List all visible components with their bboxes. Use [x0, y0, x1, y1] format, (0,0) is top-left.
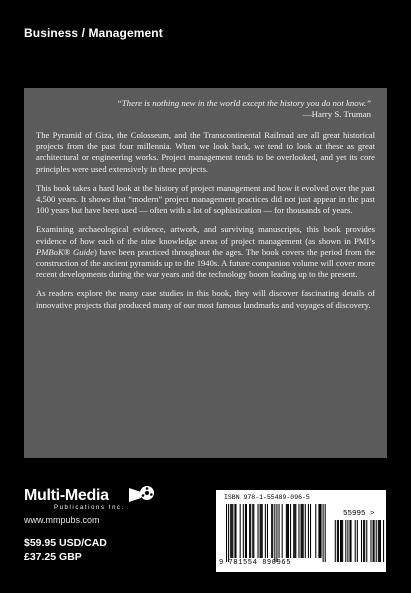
film-reel-icon — [127, 484, 157, 506]
category-label: Business / Management — [24, 26, 163, 40]
addon-bar — [335, 520, 336, 562]
barcode-bar — [246, 504, 247, 558]
addon-bar — [361, 520, 362, 562]
barcode-bar — [323, 504, 324, 562]
barcode-bar — [262, 504, 263, 558]
price-gbp: £37.25 GBP — [24, 551, 82, 563]
epigraph-attribution: —Harry S. Truman — [302, 109, 371, 119]
barcode-bar — [243, 504, 244, 558]
barcode-bar — [252, 504, 253, 558]
barcode-bar — [315, 504, 316, 558]
paragraph-1: The Pyramid of Giza, the Colosseum, and the Transcontinental Railroad are all great historical projects from the past four millennia. When we look back, we tend to look at these as great architectural or engineering works. Project management tends to be overlooked, and yet its core principles were used extensively in these projects. — [36, 130, 375, 174]
barcode-bar — [298, 504, 299, 558]
publisher-subtitle: Publications Inc. — [54, 505, 125, 511]
barcode-digits: 9 781554 890965 — [219, 559, 292, 567]
barcode-bar — [274, 504, 275, 562]
addon-bar — [373, 520, 374, 562]
barcode-bar — [286, 504, 287, 558]
barcode-bar — [288, 504, 289, 558]
addon-bar — [379, 520, 380, 562]
addon-bar — [363, 520, 364, 562]
price-usd-cad: $59.95 USD/CAD — [24, 537, 107, 549]
barcode-bar — [226, 504, 227, 562]
pmbok-guide-title: PMBoK® Guide — [36, 246, 94, 257]
addon-bar — [342, 520, 343, 562]
barcode-bar — [232, 504, 233, 558]
barcode-bar — [228, 504, 229, 562]
publisher-url: www.mmpubs.com — [24, 515, 100, 525]
addon-bar — [347, 520, 348, 562]
addon-bar — [374, 520, 375, 562]
barcode-bar — [310, 504, 311, 558]
addon-bar — [338, 520, 339, 562]
barcode-bar — [321, 504, 322, 558]
addon-bar — [370, 520, 371, 562]
barcode-bar — [245, 504, 246, 558]
isbn-barcode — [216, 490, 386, 572]
barcode-bar — [261, 504, 262, 558]
paragraph-3-part-b: ) have been practiced throughout the ages. The book covers the period from the construction of the ancient pyramids up to the 1940s. A future companion volume will cover more recent developments during the war years and the technology boom leading up to the present. — [36, 246, 375, 280]
description-panel — [24, 88, 387, 458]
barcode-bar — [308, 504, 309, 558]
barcode-bar — [253, 504, 254, 558]
addon-bar — [345, 520, 346, 562]
barcode-bar — [287, 504, 288, 558]
barcode-bar — [231, 504, 232, 558]
barcode-bar — [293, 504, 294, 558]
barcode-bar — [294, 504, 295, 558]
addon-bar — [340, 520, 341, 562]
barcode-bar — [235, 504, 236, 558]
barcode-bar — [250, 504, 251, 558]
price-addon-label: 55995 > — [343, 510, 375, 518]
barcode-bar — [267, 504, 268, 558]
addon-bar — [366, 520, 367, 562]
addon-bar — [337, 520, 338, 562]
barcode-bar — [279, 504, 280, 558]
barcode-bar — [318, 504, 319, 558]
addon-bar — [383, 520, 384, 562]
barcode-bar — [258, 504, 259, 558]
epigraph-quote: “There is nothing new in the world except the history you do not know.” — [116, 98, 371, 108]
barcode-bar — [282, 504, 283, 558]
paragraph-3-part-a: Examining archaeological evidence, artwork, and surviving manuscripts, this book provides evidence of how each of the nine knowledge areas of project management (as shown in PMI’s — [36, 224, 375, 246]
barcode-bar — [230, 504, 231, 558]
barcode-bar — [276, 504, 277, 562]
addon-bar — [341, 520, 342, 562]
barcode-bar — [272, 504, 273, 558]
addon-bar — [380, 520, 381, 562]
barcode-bar — [301, 504, 302, 558]
barcode-bar — [249, 504, 250, 558]
publisher-logo — [24, 488, 157, 512]
addon-bar — [355, 520, 356, 562]
barcode-bar — [234, 504, 235, 558]
barcode-bar — [305, 504, 306, 558]
addon-bar — [351, 520, 352, 562]
barcode-bar — [295, 504, 296, 558]
barcode-bar — [290, 504, 291, 558]
publisher-name: Multi-Media — [24, 487, 109, 504]
barcode-bar — [303, 504, 304, 558]
addon-bar — [357, 520, 358, 562]
paragraph-2: This book takes a hard look at the history of project management and how it evolved over the past 4,500 years. It shows that “modern” project management practices did not just appear in the past 100 years but have been used — often with a lot of sophistication — for thousands of years. — [36, 182, 375, 216]
addon-bar — [378, 520, 379, 562]
barcode-bar — [325, 504, 326, 562]
barcode-bar — [271, 504, 272, 558]
barcode-bar — [265, 504, 266, 558]
addon-bar — [376, 520, 377, 562]
paragraph-3 — [36, 224, 375, 280]
addon-bar — [364, 520, 365, 562]
barcode-bar — [302, 504, 303, 558]
barcode-bar — [240, 504, 241, 558]
paragraph-4: As readers explore the many case studies in this book, they will discover fascinating details of innovative projects that produced many of our most famous landmarks and voyages of discovery. — [36, 288, 375, 310]
barcode-bar — [260, 504, 261, 558]
isbn-label: ISBN 978-1-55489-096-5 — [224, 494, 310, 501]
addon-bar — [349, 520, 350, 562]
barcode-bar — [319, 504, 320, 558]
